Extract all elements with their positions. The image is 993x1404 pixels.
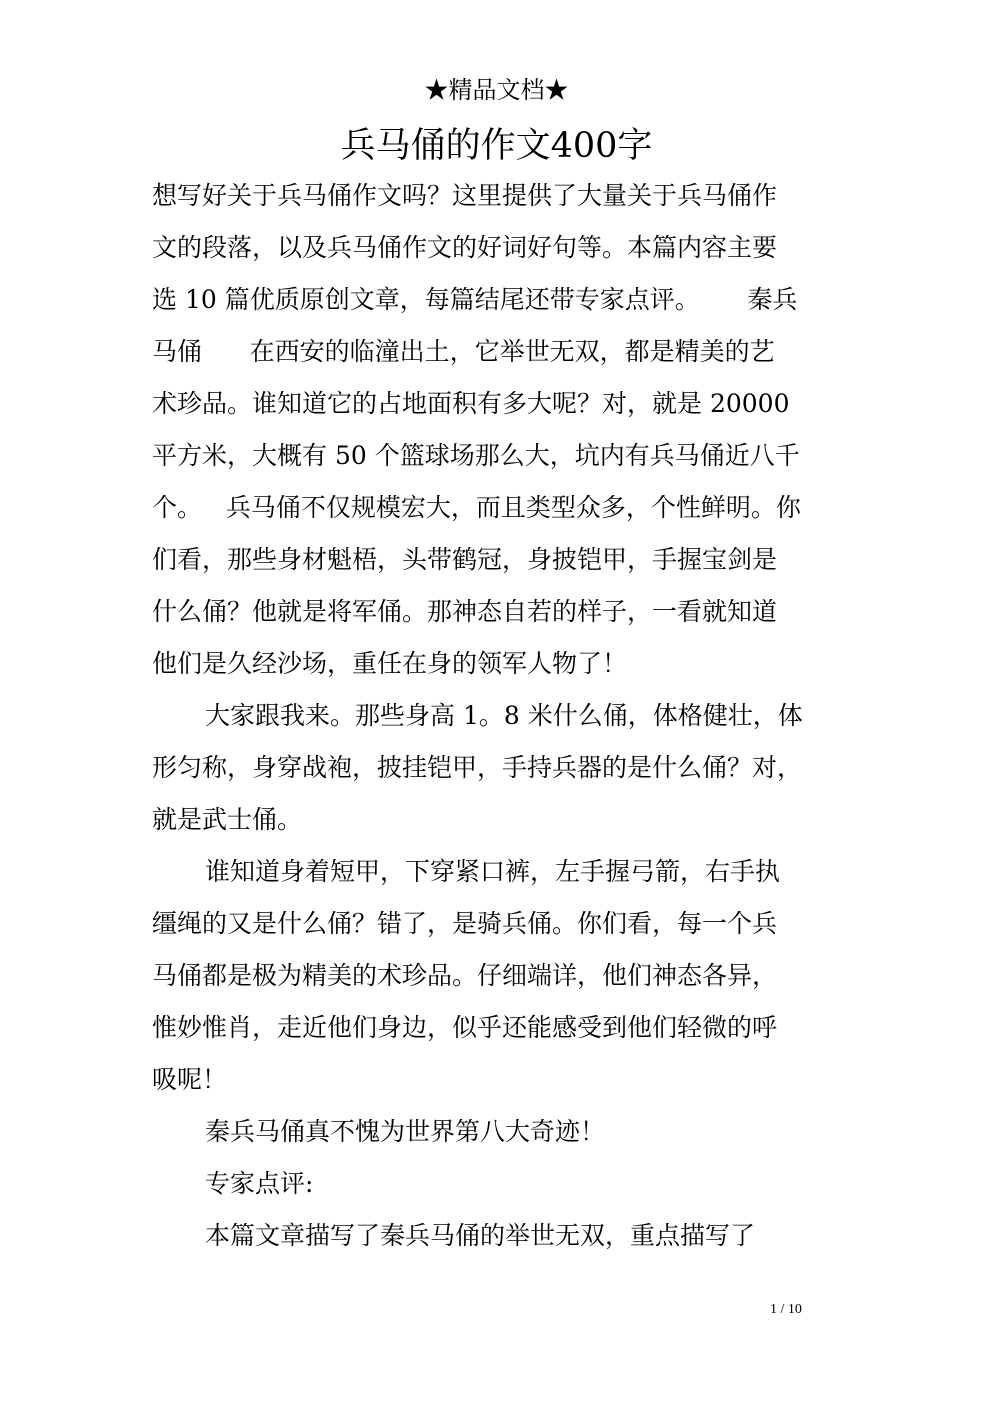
text-line: 想写好关于兵马俑作文吗？这里提供了大量关于兵马俑作 bbox=[152, 181, 778, 210]
text-line: 们看，那些身材魁梧，头带鹤冠，身披铠甲，手握宝剑是 bbox=[152, 545, 778, 574]
expert-review-heading: 专家点评: bbox=[205, 1169, 314, 1198]
text-line: 文的段落，以及兵马俑作文的好词好句等。本篇内容主要 bbox=[152, 233, 778, 262]
text-line: 吸呢！ bbox=[152, 1065, 228, 1094]
document-header-label: ★精品文档★ bbox=[424, 76, 569, 104]
paragraph-start-line: 本篇文章描写了秦兵马俑的举世无双，重点描写了 bbox=[205, 1221, 756, 1250]
text-line: 形匀称，身穿战袍，披挂铠甲，手持兵器的是什么俑？对， bbox=[152, 753, 803, 782]
text-line: 什么俑？他就是将军俑。那神态自若的样子，一看就知道 bbox=[152, 597, 778, 626]
text-line: 个。 兵马俑不仅规模宏大，而且类型众多，个性鲜明。你 bbox=[152, 493, 801, 522]
paragraph-start-line: 谁知道身着短甲，下穿紧口裤，左手握弓箭，右手执 bbox=[205, 857, 781, 886]
text-line: 术珍品。谁知道它的占地面积有多大呢？对，就是 20000 bbox=[152, 389, 790, 418]
document-body bbox=[152, 170, 852, 1262]
text-line: 选 10 篇优质原创文章，每篇结尾还带专家点评。 秦兵 bbox=[152, 285, 798, 314]
paragraph-start-line: 秦兵马俑真不愧为世界第八大奇迹！ bbox=[205, 1117, 606, 1146]
text-line: 就是武士俑。 bbox=[152, 805, 303, 834]
page-number: 1 / 10 bbox=[770, 1302, 802, 1317]
paragraph-start-line: 大家跟我来。那些身高 1。8 米什么俑，体格健壮，体 bbox=[205, 701, 803, 730]
text-line: 马俑都是极为精美的术珍品。仔细端详，他们神态各异， bbox=[152, 961, 778, 990]
text-line: 缰绳的又是什么俑？错了，是骑兵俑。你们看，每一个兵 bbox=[152, 909, 778, 938]
text-line: 惟妙惟肖，走近他们身边，似乎还能感受到他们轻微的呼 bbox=[152, 1013, 778, 1042]
text-line: 他们是久经沙场，重任在身的领军人物了！ bbox=[152, 649, 628, 678]
document-title: 兵马俑的作文400字 bbox=[340, 126, 653, 166]
text-line: 马俑 在西安的临潼出土，它举世无双，都是精美的艺 bbox=[152, 337, 775, 366]
text-line: 平方米，大概有 50 个篮球场那么大，坑内有兵马俑近八千 bbox=[152, 441, 800, 470]
